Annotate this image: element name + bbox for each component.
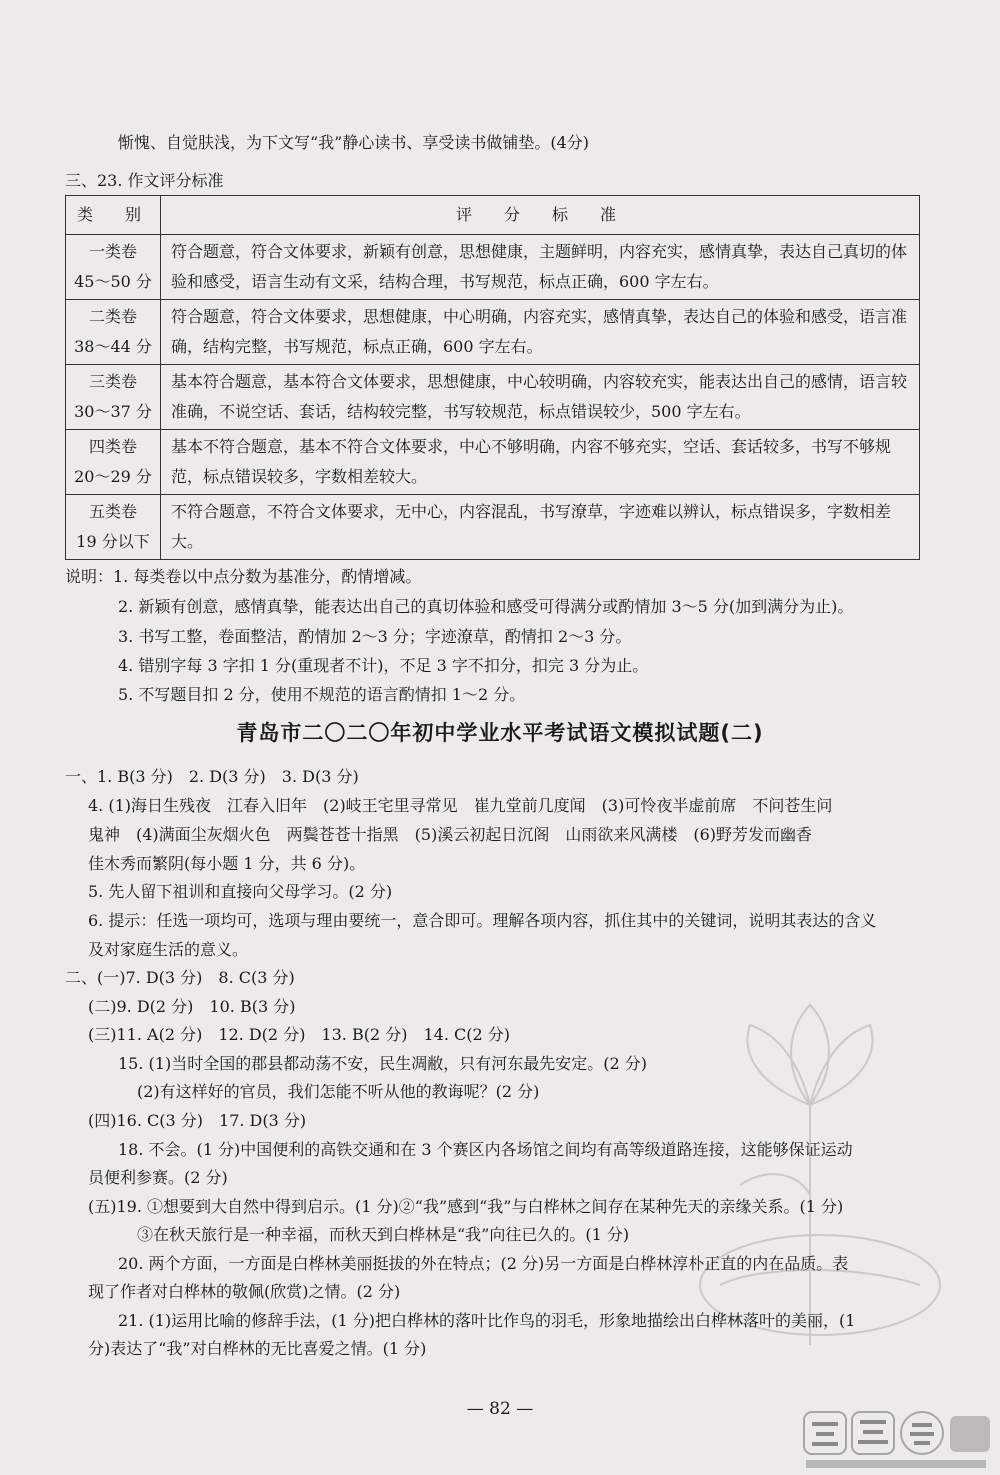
answer-line: ③在秋天旅行是一种幸福，而秋天到白桦林是“我”向往已久的。(1 分) — [137, 1225, 630, 1244]
answer-line: 一、1. B(3 分) 2. D(3 分) 3. D(3 分) — [65, 767, 359, 786]
standard-cell: 基本不符合题意，基本不符合文体要求，中心不够明确，内容不够充实，空话、套话较多，书写不够规范，标点错误较多，字数相差较大。 — [161, 430, 920, 495]
category-cell — [66, 300, 161, 365]
category-cell — [66, 235, 161, 300]
note-line: 5. 不写题目扣 2 分，使用不规范的语言酌情扣 1～2 分。 — [118, 685, 526, 704]
page-number: — 82 — — [466, 1399, 534, 1419]
answer-line: 15. (1)当时全国的郡县都动荡不安，民生凋敝，只有河东最先安定。(2 分) — [118, 1054, 647, 1073]
standard-cell: 符合题意，符合文体要求，思想健康，中心明确，内容充实，感情真挚，表达自己的体验和感受，语言准确，结构完整，书写规范，标点正确，600 字左右。 — [161, 300, 920, 365]
standard-cell: 符合题意，符合文体要求，新颖有创意，思想健康，主题鲜明，内容充实，感情真挚，表达自己真切的体验和感受，语言生动有文采，结构合理，书写规范，标点正确，600 字左右。 — [161, 235, 920, 300]
answer-line: (三)11. A(2 分) 12. D(2 分) 13. B(2 分) 14. C(2 分) — [88, 1025, 510, 1044]
category-range: 38～44 分 — [74, 337, 152, 356]
category-name: 三类卷 — [88, 372, 137, 391]
answer-line: 员便利参赛。(2 分) — [88, 1168, 228, 1187]
lotus-background-illustration — [660, 985, 960, 1365]
answer-line: (五)19. ①想要到大自然中得到启示。(1 分)②“我”感到“我”与白桦林之间存在某种先天的亲缘关系。(1 分) — [88, 1197, 844, 1216]
category-name: 二类卷 — [88, 307, 137, 326]
answer-line: 及对家庭生活的意义。 — [88, 940, 249, 959]
answer-line: (二)9. D(2 分) 10. B(3 分) — [88, 997, 296, 1016]
table-row — [66, 365, 920, 430]
table-caption: 三、23. 作文评分标准 — [65, 171, 224, 190]
scoring-table — [65, 195, 920, 560]
answer-line: (2)有这样好的官员，我们怎能不听从他的教诲呢？(2 分) — [137, 1082, 540, 1101]
answer-line: 二、(一)7. D(3 分) 8. C(3 分) — [65, 968, 295, 987]
note-line: 4. 错别字每 3 字扣 1 分(重现者不计)，不足 3 字不扣分，扣完 3 分为止。 — [118, 656, 649, 675]
category-name: 一类卷 — [88, 242, 137, 261]
category-name: 五类卷 — [88, 502, 137, 521]
table-row — [66, 235, 920, 300]
standard-cell: 基本符合题意，基本符合文体要求，思想健康，中心较明确，内容较充实，能表达出自己的感情，语言较准确，不说空话、套话，结构较完整，书写较规范，标点错误较少，500 字左右。 — [161, 365, 920, 430]
column-header-category: 类 别 — [66, 196, 161, 235]
answer-line: 鬼神 (4)满面尘灰烟火色 两鬓苍苍十指黑 (5)溪云初起日沉阁 山雨欲来风满楼 (6)野芳发而幽香 — [88, 825, 812, 844]
text-line: 惭愧、自觉肤浅，为下文写“我”静心读书、享受读书做铺垫。(4分) — [118, 133, 590, 152]
table-row — [66, 300, 920, 365]
standard-cell: 不符合题意，不符合文体要求，无中心，内容混乱，书写潦草，字迹难以辨认，标点错误多，字数相差大。 — [161, 495, 920, 560]
category-cell — [66, 365, 161, 430]
section-title: 青岛市二〇二〇年初中学业水平考试语文模拟试题(二) — [236, 721, 764, 745]
note-line: 2. 新颖有创意，感情真挚，能表达出自己的真切体验和感受可得满分或酌情加 3～5 分(加到满分为止)。 — [118, 597, 854, 616]
category-cell — [66, 430, 161, 495]
note-line: 3. 书写工整，卷面整洁，酌情加 2～3 分；字迹潦草，酌情扣 2～3 分。 — [118, 627, 632, 646]
watermark-logo — [800, 1408, 995, 1472]
category-cell — [66, 495, 161, 560]
category-range: 19 分以下 — [76, 532, 150, 551]
answer-line: 现了作者对白桦林的敬佩(欣赏)之情。(2 分) — [88, 1282, 401, 1301]
column-header-standard: 评 分 标 准 — [161, 196, 920, 235]
answer-line: 佳木秀而繁阴(每小题 1 分，共 6 分)。 — [88, 854, 366, 873]
answer-line: 18. 不会。(1 分)中国便利的高铁交通和在 3 个赛区内各场馆之间均有高等级道路连接，这能够保证运动 — [118, 1140, 853, 1159]
answer-line: 6. 提示：任选一项均可，选项与理由要统一，意合即可。理解各项内容，抓住其中的关键词，说明其表达的含义 — [88, 911, 877, 930]
category-range: 20～29 分 — [74, 467, 152, 486]
table-row — [66, 430, 920, 495]
table-header-row — [66, 196, 920, 235]
answer-line: 分)表达了“我”对白桦林的无比喜爱之情。(1 分) — [88, 1339, 427, 1358]
category-range: 45～50 分 — [74, 272, 152, 291]
category-name: 四类卷 — [88, 437, 137, 456]
answer-line: 4. (1)海日生残夜 江春入旧年 (2)岐王宅里寻常见 崔九堂前几度闻 (3)可怜夜半虚前席 不问苍生问 — [88, 796, 833, 815]
answer-line: 5. 先人留下祖训和直接向父母学习。(2 分) — [88, 882, 393, 901]
table-row — [66, 495, 920, 560]
answer-line: (四)16. C(3 分) 17. D(3 分) — [88, 1111, 307, 1130]
note-line: 说明：1. 每类卷以中点分数为基准分，酌情增减。 — [65, 567, 422, 586]
answer-line: 20. 两个方面，一方面是白桦林美丽挺拔的外在特点；(2 分)另一方面是白桦林淳朴正直的内在品质。表 — [118, 1254, 849, 1273]
category-range: 30～37 分 — [74, 402, 152, 421]
answer-line: 21. (1)运用比喻的修辞手法，(1 分)把白桦林的落叶比作鸟的羽毛，形象地描绘出白桦林落叶的美丽，(1 — [118, 1311, 856, 1330]
